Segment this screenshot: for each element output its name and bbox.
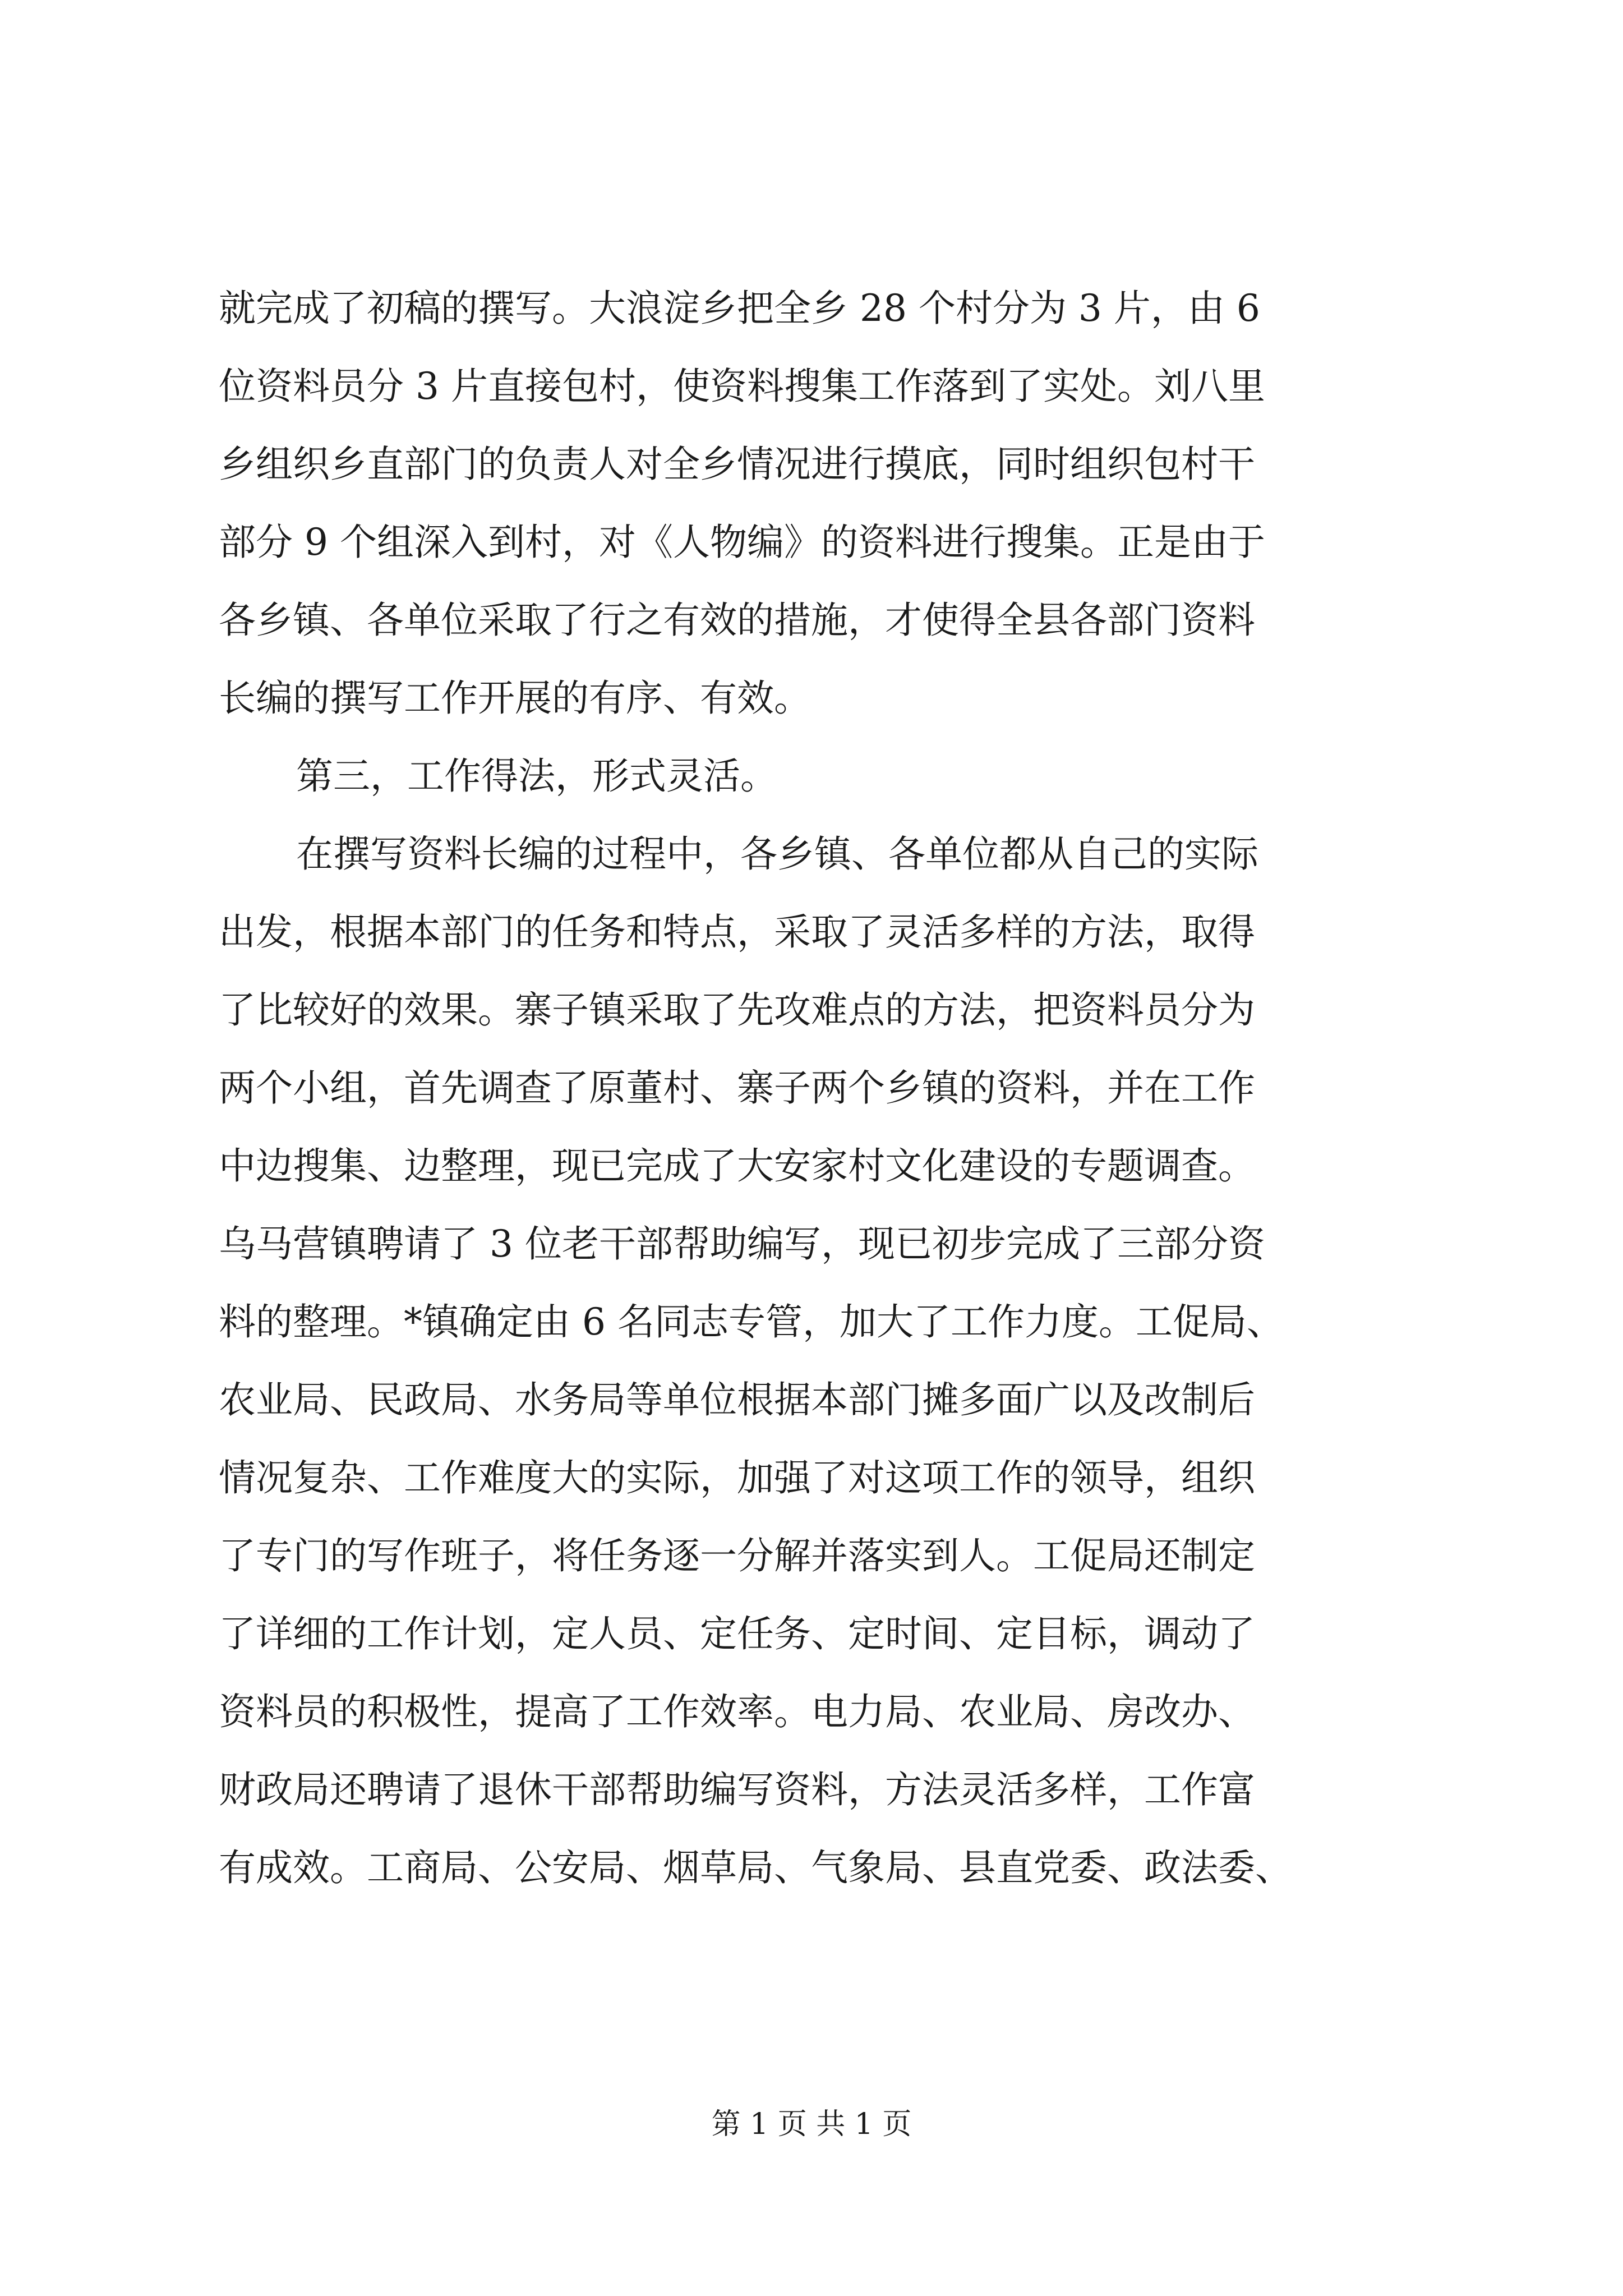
body-line: 资料员的积极性，提高了工作效率。电力局、农业局、房改办、 <box>219 1690 1255 1733</box>
body-line: 出发，根据本部门的任务和特点，采取了灵活多样的方法，取得 <box>219 910 1255 954</box>
body-line: 财政局还聘请了退休干部帮助编写资料，方法灵活多样，工作富 <box>219 1768 1255 1811</box>
body-line: 长编的撰写工作开展的有序、有效。 <box>219 677 811 720</box>
body-line: 有成效。工商局、公安局、烟草局、气象局、县直党委、政法委、 <box>219 1846 1292 1889</box>
document-body <box>219 269 1408 1907</box>
body-line: 两个小组，首先调查了原董村、寨子两个乡镇的资料，并在工作 <box>219 1066 1255 1110</box>
body-line: 部分 9 个组深入到村，对《人物编》的资料进行搜集。正是由于 <box>219 521 1265 564</box>
body-line: 各乡镇、各单位采取了行之有效的措施，才使得全县各部门资料 <box>219 599 1255 642</box>
body-line: 在撰写资料长编的过程中，各乡镇、各单位都从自己的实际 <box>296 832 1258 876</box>
page-number-footer: 第 1 页 共 1 页 <box>711 2108 912 2141</box>
body-line: 就完成了初稿的撰写。大浪淀乡把全乡 28 个村分为 3 片，由 6 <box>219 287 1260 330</box>
body-line: 乡组织乡直部门的负责人对全乡情况进行摸底，同时组织包村干 <box>219 443 1255 486</box>
body-line: 料的整理。*镇确定由 6 名同志专管，加大了工作力度。工促局、 <box>219 1300 1284 1343</box>
body-line: 情况复杂、工作难度大的实际，加强了对这项工作的领导，组织 <box>219 1456 1255 1499</box>
body-line: 位资料员分 3 片直接包村，使资料搜集工作落到了实处。刘八里 <box>219 365 1265 408</box>
body-line: 农业局、民政局、水务局等单位根据本部门摊多面广以及改制后 <box>219 1378 1255 1421</box>
body-line: 乌马营镇聘请了 3 位老干部帮助编写，现已初步完成了三部分资 <box>219 1222 1265 1266</box>
body-line: 了详细的工作计划，定人员、定任务、定时间、定目标，调动了 <box>219 1612 1255 1655</box>
body-line: 了专门的写作班子，将任务逐一分解并落实到人。工促局还制定 <box>219 1534 1255 1577</box>
body-line: 中边搜集、边整理，现已完成了大安家村文化建设的专题调查。 <box>219 1144 1255 1188</box>
section-heading: 第三，工作得法，形式灵活。 <box>296 754 777 798</box>
body-line: 了比较好的效果。寨子镇采取了先攻难点的方法，把资料员分为 <box>219 988 1255 1032</box>
